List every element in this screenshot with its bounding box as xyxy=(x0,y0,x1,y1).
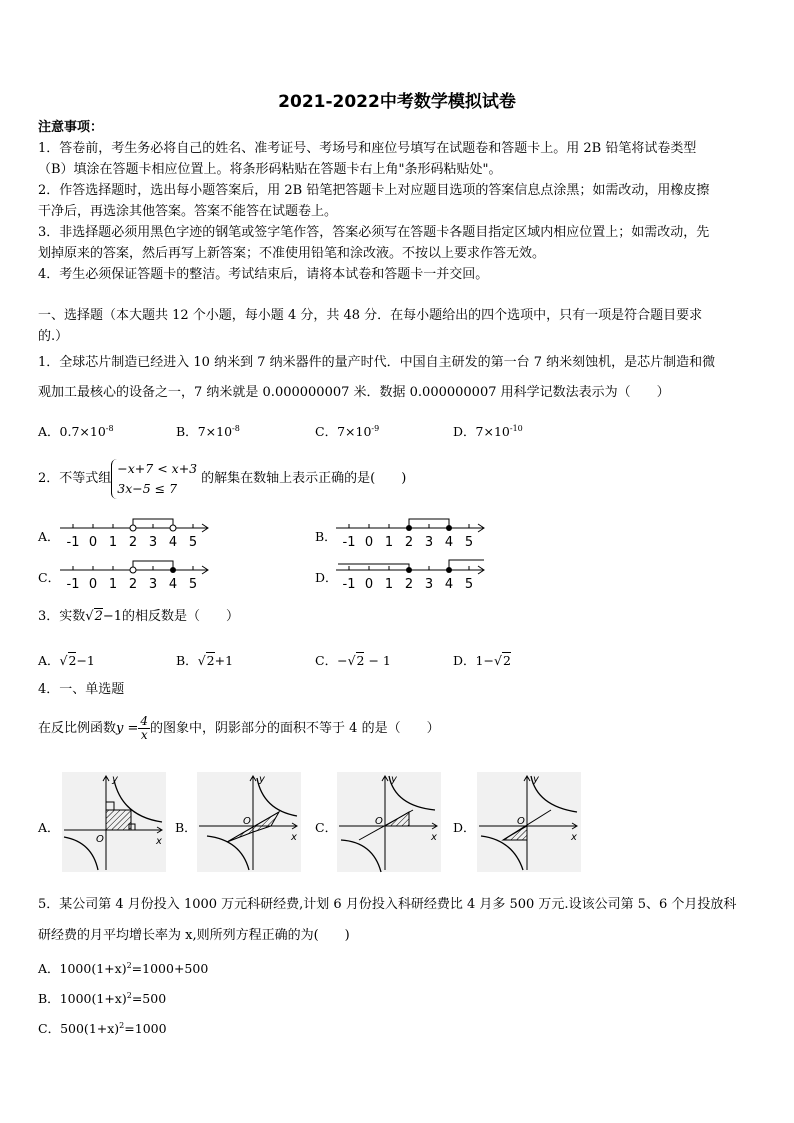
tick-label: 2 xyxy=(128,577,138,592)
q4-graph-d xyxy=(473,770,585,876)
q2-number-line-a xyxy=(58,516,213,550)
tick-label: 0 xyxy=(364,535,374,550)
axis-y-label: y xyxy=(533,774,539,785)
axis-x-label: x xyxy=(156,836,162,847)
q2-option-b-label[interactable]: B． xyxy=(315,529,337,544)
q4-header: 4．一、单选题 xyxy=(38,682,125,697)
q4-graph-a xyxy=(58,770,170,876)
axis-x-label: x xyxy=(431,832,437,843)
q4-graph-b xyxy=(193,770,305,876)
origin-label: O xyxy=(517,816,525,827)
axis-y-label: y xyxy=(112,774,118,785)
q3-option-a[interactable]: A．√2−1 xyxy=(38,653,95,668)
tick-label: 5 xyxy=(188,577,198,592)
origin-label: O xyxy=(243,816,251,827)
tick-label: 4 xyxy=(444,577,454,592)
q3-option-b[interactable]: B．√2+1 xyxy=(176,653,234,668)
tick-label: 1 xyxy=(384,577,394,592)
axis-x-label: x xyxy=(571,832,577,843)
inequality-system: −x+7 < x+3 3x−5 ≤ 7 xyxy=(111,459,201,499)
tick-label: 3 xyxy=(148,535,158,550)
tick-label: 0 xyxy=(88,535,98,550)
notice-heading: 注意事项： xyxy=(38,120,104,135)
q1-stem-line1: 1．全球芯片制造已经进入 10 纳米到 7 纳米器件的量产时代．中国自主研发的第一台 7 纳米刻蚀机，是芯片制造和微 xyxy=(38,355,716,370)
q2-number-line-d xyxy=(334,558,489,592)
q2-number-line-c xyxy=(58,558,213,592)
tick-label: 2 xyxy=(404,535,414,550)
tick-label: 4 xyxy=(444,535,454,550)
tick-label: 3 xyxy=(148,577,158,592)
q4-option-b-label[interactable]: B． xyxy=(175,820,197,835)
q3-stem: 3．实数√2−1的相反数是（ ） xyxy=(38,609,240,624)
q5-stem-line1: 5．某公司第 4 月份投入 1000 万元科研经费,计划 6 月份投入科研经费比 4 月多 500 万元.设该公司第 5、6 个月投放科 xyxy=(38,897,737,912)
tick-label: 5 xyxy=(464,577,474,592)
origin-label: O xyxy=(375,816,383,827)
fraction: $\frac{4}{x}$ xyxy=(140,714,149,742)
q1-option-b[interactable]: B．$7\times 10^{-8}$ xyxy=(176,424,240,439)
q5-option-c[interactable]: C．$500(1+x)^2=1000$ xyxy=(38,1021,167,1036)
section-heading-line1: 一、选择题（本大题共 12 个小题，每小题 4 分，共 48 分．在每小题给出的四个选项中，只有一项是符合题目要求 xyxy=(38,308,703,323)
notice-line: 2．作答选择题时，选出每小题答案后，用 2B 铅笔把答题卡上对应题目选项的答案信息点涂黑；如需改动，用橡皮擦 xyxy=(38,183,710,198)
notice-line: 4．考生必须保证答题卡的整洁。考试结束后，请将本试卷和答题卡一并交回。 xyxy=(38,267,489,282)
q2-number-line-b xyxy=(334,516,489,550)
notice-line: 1．答卷前，考生务必将自己的姓名、准考证号、考场号和座位号填写在试题卷和答题卡上。用 2B 铅笔将试卷类型 xyxy=(38,141,697,156)
tick-label: 0 xyxy=(88,577,98,592)
q4-option-c-label[interactable]: C． xyxy=(315,820,338,835)
notice-line: 3．非选择题必须用黑色字迹的钢笔或签字笔作答，答案必须写在答题卡各题目指定区域内相应位置上；如需改动，先 xyxy=(38,225,710,240)
tick-label: 5 xyxy=(188,535,198,550)
tick-label: 3 xyxy=(424,535,434,550)
q2-option-a-label[interactable]: A． xyxy=(38,529,60,544)
q2-stem: 2．不等式组 −x+7 < x+3 3x−5 ≤ 7 的解集在数轴上表示正确的是( ) xyxy=(38,458,406,500)
q4-option-a-label[interactable]: A． xyxy=(38,820,60,835)
q3-option-c[interactable]: C．−√2 − 1 xyxy=(315,653,391,668)
tick-label: 4 xyxy=(168,577,178,592)
origin-label: O xyxy=(96,834,104,845)
q3-option-d[interactable]: D．1−√2 xyxy=(453,653,511,668)
tick-label: 5 xyxy=(464,535,474,550)
tick-label: 1 xyxy=(108,535,118,550)
document-title: 2021-2022中考数学模拟试卷 xyxy=(278,92,516,112)
tick-label: 1 xyxy=(384,535,394,550)
q1-stem-line2: 观加工最核心的设备之一，7 纳米就是 0.000000007 米．数据 0.000000007 用科学记数法表示为（ ） xyxy=(38,385,670,400)
q4-option-d-label[interactable]: D． xyxy=(453,820,476,835)
tick-label: 2 xyxy=(404,577,414,592)
tick-label: -1 xyxy=(342,535,356,550)
axis-x-label: x xyxy=(291,832,297,843)
tick-label: 4 xyxy=(168,535,178,550)
q1-option-d[interactable]: D．$7\times 10^{-10}$ xyxy=(453,424,523,439)
notice-line: （B）填涂在答题卡相应位置上。将条形码粘贴在答题卡右上角"条形码粘贴处"。 xyxy=(38,162,502,177)
tick-label: -1 xyxy=(66,535,80,550)
tick-label: -1 xyxy=(342,577,356,592)
section-heading-line2: 的.） xyxy=(38,329,69,344)
notice-line: 干净后，再选涂其他答案。答案不能答在试题卷上。 xyxy=(38,204,338,219)
axis-y-label: y xyxy=(259,774,265,785)
q5-option-b[interactable]: B．$1000(1+x)^2=500$ xyxy=(38,991,167,1006)
q2-option-c-label[interactable]: C． xyxy=(38,570,61,585)
notice-line: 划掉原来的答案，然后再写上新答案；不准使用铅笔和涂改液。不按以上要求作答无效。 xyxy=(38,246,546,261)
tick-label: 3 xyxy=(424,577,434,592)
q5-option-a[interactable]: A．$1000(1+x)^2=1000+500$ xyxy=(38,961,209,976)
axis-y-label: y xyxy=(391,774,397,785)
q1-option-a[interactable]: A．$0.7\times 10^{-8}$ xyxy=(38,424,114,439)
tick-label: 1 xyxy=(108,577,118,592)
q4-graph-c xyxy=(333,770,445,876)
tick-label: 2 xyxy=(128,535,138,550)
q2-option-d-label[interactable]: D． xyxy=(315,570,338,585)
tick-label: 0 xyxy=(364,577,374,592)
tick-label: -1 xyxy=(66,577,80,592)
q1-option-c[interactable]: C．$7\times 10^{-9}$ xyxy=(315,424,380,439)
q4-stem: 在反比例函数y = $\frac{4}{x}$ 的图象中，阴影部分的面积不等于 4 的是（ ） xyxy=(38,714,440,742)
q5-stem-line2: 研经费的月平均增长率为 x,则所列方程正确的为( ) xyxy=(38,928,350,943)
